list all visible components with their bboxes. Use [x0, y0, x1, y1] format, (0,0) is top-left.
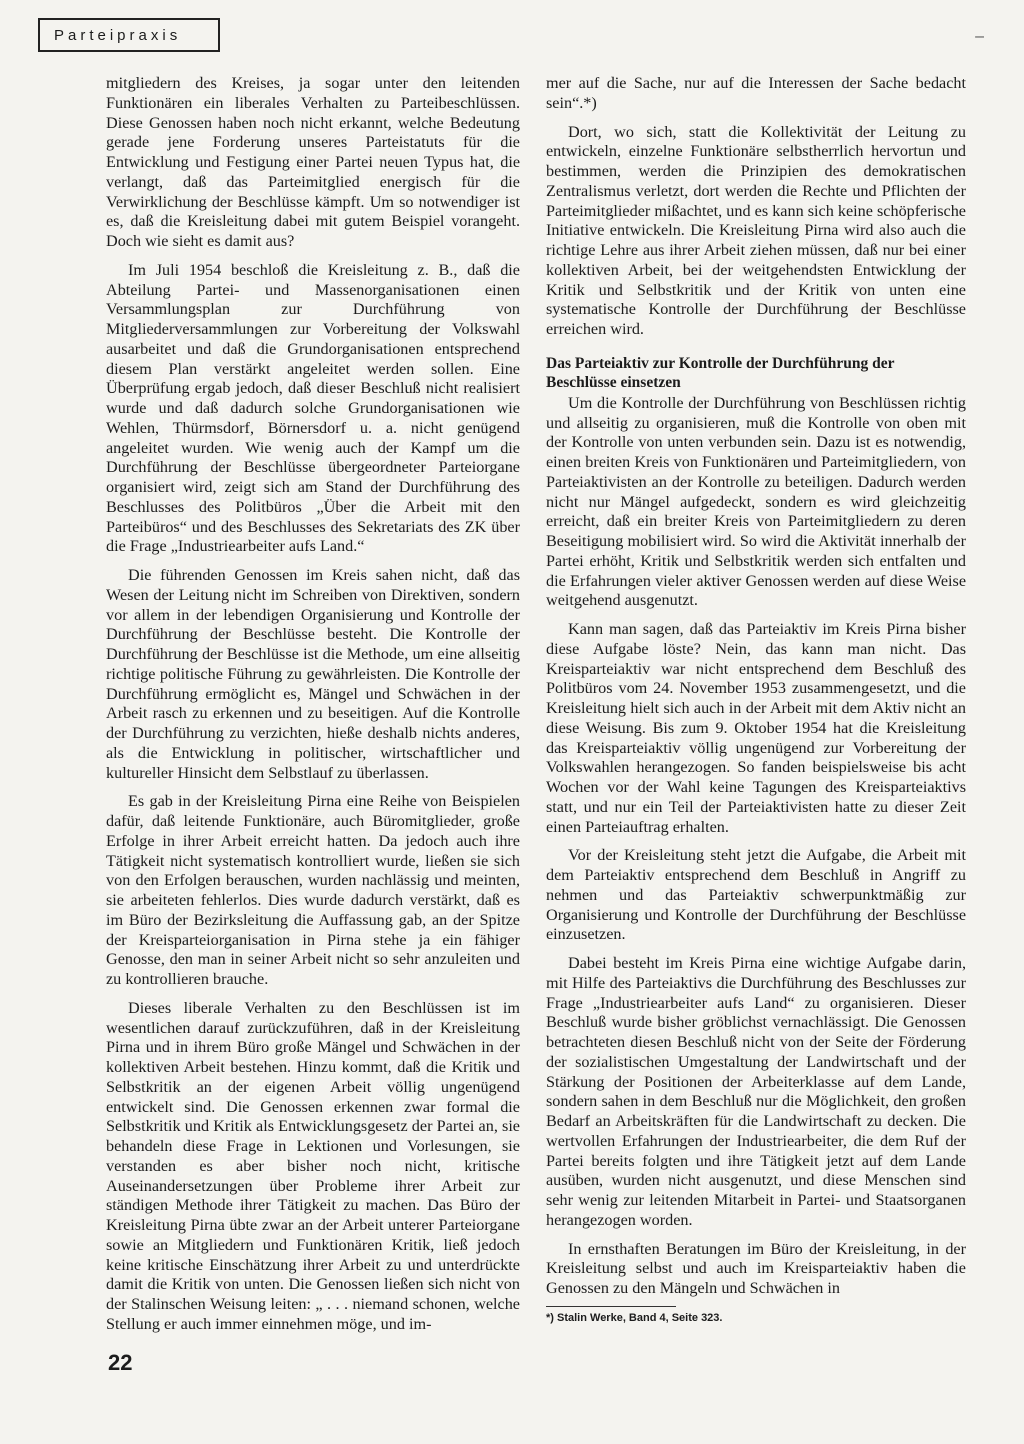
paragraph: Kann man sagen, daß das Parteiaktiv im Kreis Pirna bisher diese Aufgabe löste? Nein, das kann man nicht. Das Kreisparteiaktiv war nicht entsprechend dem Beschluß des Politbüros vom 24. November 1953 zusammengesetzt, und die Kreisleitung hielt sich auch in der Arbeit mit dem Aktiv nicht an diese Weisung. Bis zum 9. Oktober 1954 hat die Kreisleitung das Kreisparteiaktiv völlig ungenügend zur Vorbereitung der Volkswahlen herangezogen. So fanden beispielsweise bis acht Wochen vor der Wahl keine Tagungen des Kreisparteiaktivs statt, und nur ein Teil der Parteiaktivisten hatte zu dieser Zeit einen Parteiauftrag erhalten.: [546, 620, 966, 836]
section-header: [38, 18, 220, 52]
paragraph: Im Juli 1954 beschloß die Kreisleitung z. B., daß die Abteilung Partei- und Massenorganisationen einen Versammlungsplan zur Durchführung von Mitgliederversammlungen zur Vorbereitung der Volkswahl ausarbeitet und daß die Grundorganisationen entsprechend diesem Plan verstärkt angeleitet werden sollen. Eine Überprüfung ergab jedoch, daß dieser Beschluß nicht realisiert wurde und daß dadurch solche Grundorganisationen wie Wehlen, Thürmsdorf, Börnersdorf u. a. nicht genügend angeleitet wurden. Wie wenig auch der Kampf um die Durchführung der Beschlüsse übergeordneter Parteiorgane organisiert wird, zeigt sich am Stand der Durchführung des Beschlusses des Politbüros „Über die Arbeit mit den Parteibüros“ und des Beschlusses des Sekretariats des ZK über die Frage „Industriearbeiter aufs Land.“: [106, 260, 520, 556]
page-number: 22: [108, 1350, 133, 1375]
paragraph: In ernsthaften Beratungen im Büro der Kreisleitung, in der Kreisleitung selbst und auch im Kreisparteiaktiv haben die Genossen zu den Mängeln und Schwächen in: [546, 1239, 966, 1297]
footnote: *) Stalin Werke, Band 4, Seite 323.: [546, 1312, 723, 1324]
section-heading: Das Parteiaktiv zur Kontrolle der Durchführung der Beschlüsse einsetzen: [546, 354, 895, 391]
paragraph: Um die Kontrolle der Durchführung von Beschlüssen richtig und allseitig zu organisieren, muß die Kontrolle von oben mit der Kontrolle von unten verbunden sein. Dazu ist es notwendig, einen breiten Kreis von Funktionären und Parteimitgliedern, von Parteiaktivisten an der Kontrolle zu beteiligen. Dadurch werden nicht nur Mängel aufgedeckt, sondern es wird gleichzeitig erreicht, daß ein breiter Kreis von Parteimitgliedern zu deren Beseitigung mobilisiert wird. So wird die Aktivität innerhalb der Partei erhöht, Kritik und Selbstkritik werden sich entfalten und die Erfahrungen vieler aktiver Genossen werden auf diese Weise weitgehend ausgenutzt.: [546, 393, 966, 610]
corner-mark: –: [975, 28, 984, 45]
right-column: [546, 74, 966, 1308]
left-column: [106, 74, 520, 1344]
paragraph: mitgliedern des Kreises, ja sogar unter den leitenden Funktionären ein liberales Verhalten zu Parteibeschlüssen. Diese Genossen haben noch nicht erkannt, welche Bedeutung gerade jene Forderung unseres Parteistatuts für die Entwicklung und Festigung einer Partei neuen Typus hat, die verlangt, daß das Parteimitglied energisch für die Verwirklichung der Beschlüsse kämpft. Um so notwendiger ist es, daß die Kreisleitung dabei mit gutem Beispiel vorangeht. Doch wie sieht es damit aus?: [106, 74, 520, 250]
paragraph: Vor der Kreisleitung steht jetzt die Aufgabe, die Arbeit mit dem Parteiaktiv entsprechend dem Beschluß in Angriff zu nehmen und das Parteiaktiv schwerpunktmäßig zur Organisierung und Kontrolle der Durchführung der Beschlüsse einzusetzen.: [546, 846, 966, 944]
section-header-label: Parteipraxis: [54, 26, 182, 44]
paragraph: Dort, wo sich, statt die Kollektivität der Leitung zu entwickeln, einzelne Funktionäre selbstherrlich hervortun und bestimmen, werden die Prinzipien des demokratischen Zentralismus verletzt, dort werden die Rechte und Pflichten der Parteimitglieder mißachtet, und es kann sich keine schöpferische Initiative entwickeln. Die Kreisleitung Pirna wird also auch die richtige Lehre aus ihrer Arbeit ziehen müssen, daß nur bei einer kollektiven Arbeit, bei der weitgehendsten Entwicklung der Kritik und Selbstkritik und der Kritik von unten eine systematische Kontrolle der Durchführung der Beschlüsse erreichen wird.: [546, 122, 966, 338]
paragraph: Es gab in der Kreisleitung Pirna eine Reihe von Beispielen dafür, daß leitende Funktionäre, auch Büromitglieder, große Erfolge in ihrer Arbeit erreicht hatten. Da jedoch auch ihre Tätigkeit nicht systematisch kontrolliert wurde, ließen sie sich von den Erfolgen berauschen, wurden nachlässig und meinten, sie arbeiteten fehlerlos. Dies wurde dadurch verstärkt, daß es im Büro der Bezirksleitung die Auffassung gab, an der Spitze der Kreisparteiorganisation in Pirna stehe ja ein fähiger Genosse, den man in seiner Arbeit nicht so sehr anzuleiten und zu kontrollieren brauche.: [106, 792, 520, 988]
paragraph: Dieses liberale Verhalten zu den Beschlüssen ist im wesentlichen darauf zurückzuführen, daß in der Kreisleitung Pirna und in ihrem Büro große Mängel und Schwächen in der kollektiven Arbeit bestehen. Hinzu kommt, daß die Kritik und Selbstkritik an der eigenen Arbeit völlig ungenügend entwickelt sind. Die Genossen erkennen zwar formal die Selbstkritik und Kritik als Entwicklungsgesetz der Partei an, sie behandeln diese Frage in Lektionen und Vorlesungen, sie verstanden es aber bisher noch nicht, kritische Auseinandersetzungen über Probleme ihrer Arbeit zur ständigen Methode ihrer Tätigkeit zu machen. Das Büro der Kreisleitung Pirna übte zwar an der Arbeit unterer Parteiorgane sowie an Mitgliedern und Funktionären Kritik, ließ jedoch keine kritische Einschätzung ihrer Arbeit zu und unterdrückte damit die Kritik von unten. Die Genossen ließen sich nicht von der Stalinschen Weisung leiten: „ . . . niemand schonen, welche Stellung er auch immer einnehmen möge, und im-: [106, 998, 520, 1333]
footnote-divider: [546, 1306, 676, 1307]
paragraph: mer auf die Sache, nur auf die Interessen der Sache bedacht sein“.*): [546, 74, 966, 112]
paragraph: Die führenden Genossen im Kreis sahen nicht, daß das Wesen der Leitung nicht im Schreiben von Direktiven, sondern vor allem in der lebendigen Organisierung und Kontrolle der Durchführung der Beschlüsse besteht. Die Kontrolle der Durchführung der Beschlüsse ist die Methode, um eine allseitig richtige politische Führung zu gewährleisten. Die Kontrolle der Durchführung ermöglicht es, Mängel und Schwächen in der Arbeit rasch zu erkennen und zu beseitigen. Auf die Kontrolle der Durchführung zu verzichten, hieße deshalb nichts anderes, als die Entwicklung in politischer, wirtschaftlicher und kultureller Hinsicht dem Selbstlauf zu überlassen.: [106, 566, 520, 782]
paragraph: Dabei besteht im Kreis Pirna eine wichtige Aufgabe darin, mit Hilfe des Parteiaktivs die Durchführung des Beschlusses zur Frage „Industriearbeiter aufs Land“ zu organisieren. Dieser Beschluß wurde bisher gröblichst vernachlässigt. Die Genossen betrachteten diesen Beschluß nicht von der Seite der Förderung der sozialistischen Umgestaltung der Landwirtschaft und der Stärkung der Positionen der Arbeiterklasse auf dem Lande, sondern sahen in dem Beschluß nur die Möglichkeit, den großen Bedarf an Arbeitskräften für die Landwirtschaft zu decken. Die wertvollen Erfahrungen der Industriearbeiter, die dem Ruf der Partei bereits folgten und ihre Tätigkeit jetzt auf dem Lande ausüben, wurden nicht ausgenutzt, und diese Menschen sind sehr wenig zur leitenden Mitarbeit in Partei- und Staatsorganen herangezogen worden.: [546, 954, 966, 1229]
